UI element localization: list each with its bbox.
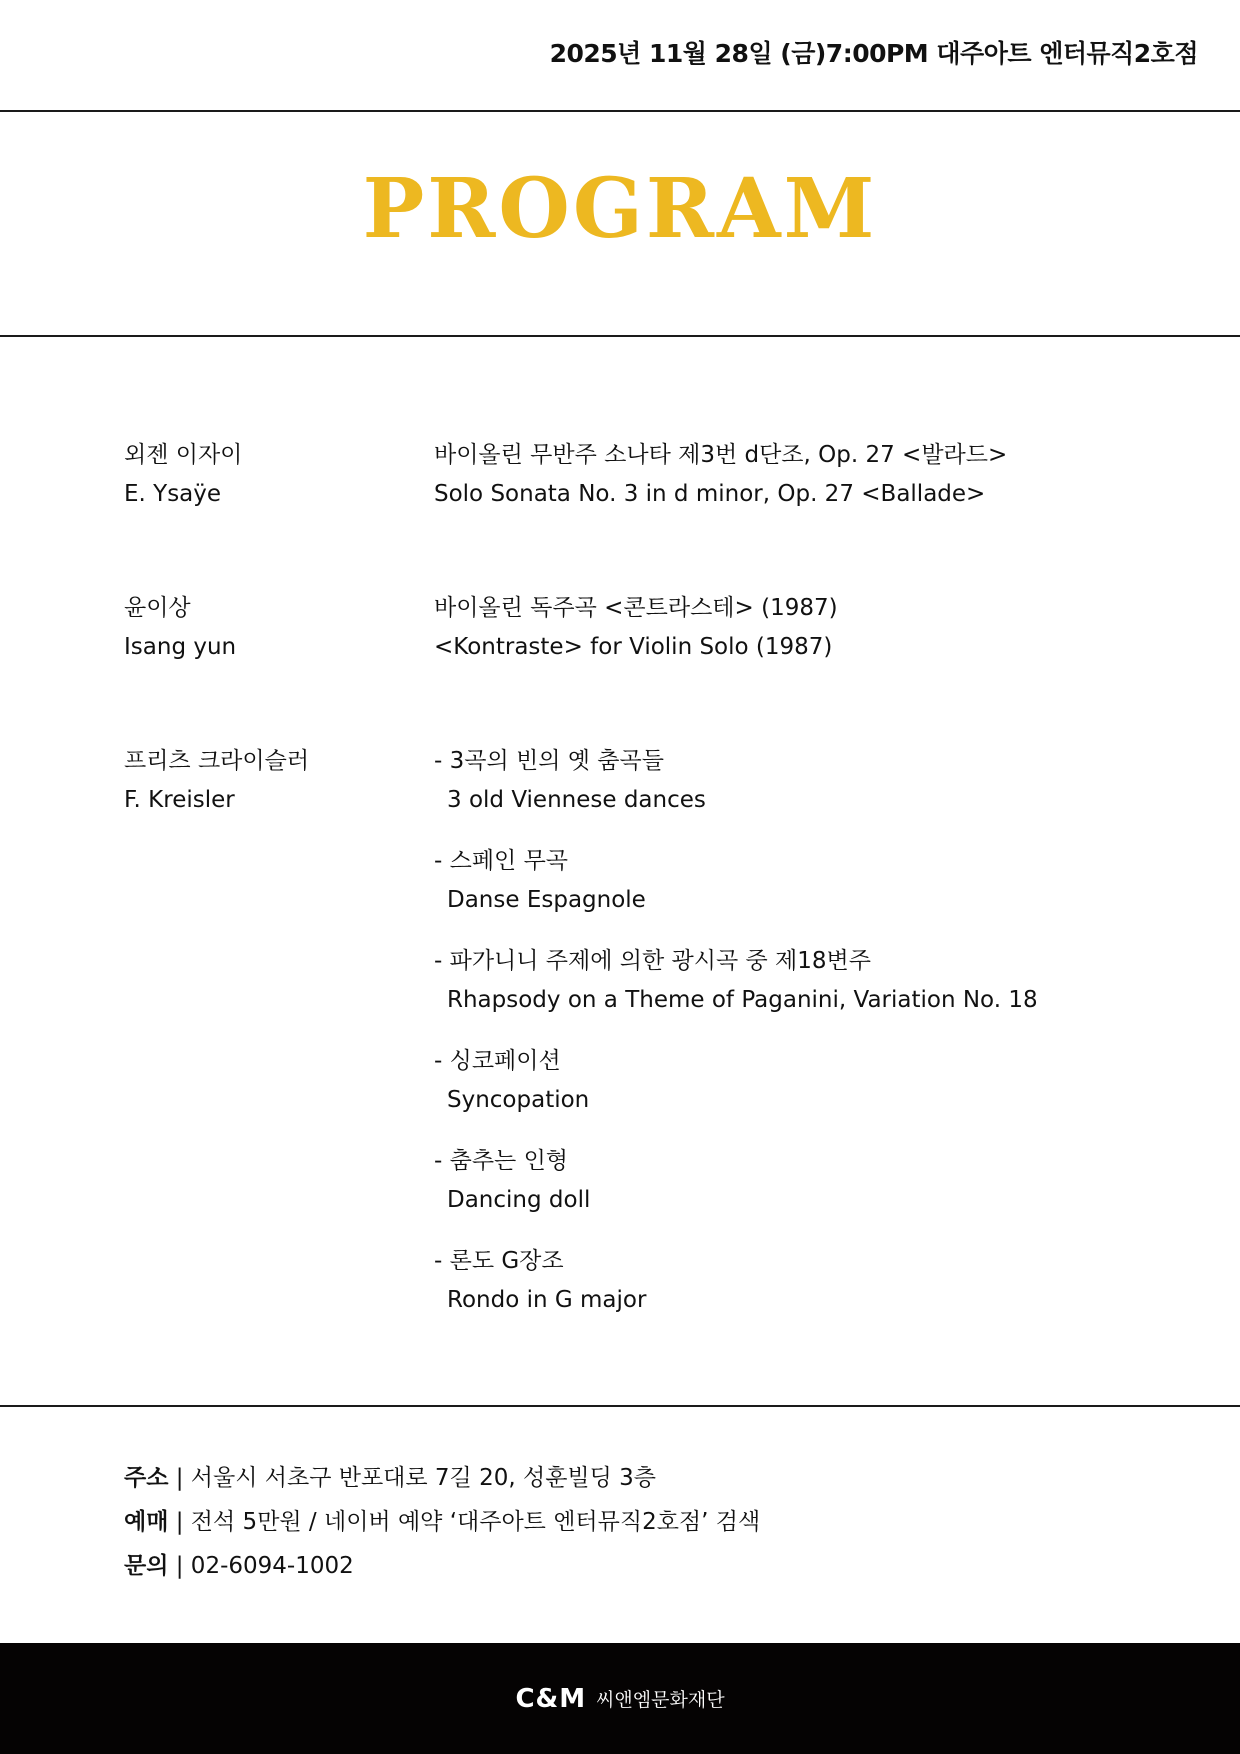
booking-value: | 전석 5만원 / 네이버 예약 ‘대주아트 엔터뮤직2호점’ 검색 bbox=[168, 1509, 761, 1535]
piece bbox=[434, 942, 1124, 1020]
piece-list bbox=[434, 436, 1124, 514]
piece bbox=[434, 742, 1124, 820]
composer-name-en: F. Kreisler bbox=[124, 787, 235, 813]
piece-title-ko: 바이올린 무반주 소나타 제3번 d단조, Op. 27 <발라드> bbox=[434, 442, 1008, 468]
divider-title bbox=[0, 335, 1240, 337]
piece-list bbox=[434, 742, 1124, 1320]
composer-name-ko: 프리츠 크라이슬러 bbox=[124, 748, 310, 774]
event-datetime-venue: 2025년 11월 28일 (금)7:00PM 대주아트 엔터뮤직2호점 bbox=[549, 39, 1198, 68]
program-entry-ysaye bbox=[124, 436, 1124, 514]
piece-title-ko: - 싱코페이션 bbox=[434, 1048, 561, 1074]
piece-title-ko: - 3곡의 빈의 옛 춤곡들 bbox=[434, 748, 664, 774]
composer-name-en: Isang yun bbox=[124, 634, 237, 660]
event-info bbox=[124, 1456, 760, 1588]
piece bbox=[434, 436, 1124, 514]
piece-title-en: <Kontraste> for Violin Solo (1987) bbox=[434, 634, 833, 660]
address-value: | 서울시 서초구 반포대로 7길 20, 성훈빌딩 3층 bbox=[168, 1465, 657, 1491]
program-entry-yun bbox=[124, 589, 1124, 667]
inquiry-row bbox=[124, 1544, 760, 1588]
piece bbox=[434, 842, 1124, 920]
footer-bar bbox=[0, 1643, 1240, 1754]
piece-title-ko: - 춤추는 인형 bbox=[434, 1148, 569, 1174]
booking-label: 예매 bbox=[124, 1509, 169, 1535]
program-list bbox=[124, 436, 1124, 1395]
piece-title-ko: - 스페인 무곡 bbox=[434, 848, 569, 874]
page-title: PROGRAM bbox=[362, 161, 878, 257]
piece bbox=[434, 1242, 1124, 1320]
composer bbox=[124, 436, 434, 514]
booking-row bbox=[124, 1500, 760, 1544]
composer-name-ko: 윤이상 bbox=[124, 595, 191, 621]
piece-title-ko: 바이올린 독주곡 <콘트라스테> (1987) bbox=[434, 595, 838, 621]
piece-list bbox=[434, 589, 1124, 667]
divider-top bbox=[0, 110, 1240, 112]
piece-title-en: Dancing doll bbox=[447, 1187, 591, 1213]
program-entry-kreisler bbox=[124, 742, 1124, 1320]
address-row bbox=[124, 1456, 760, 1500]
inquiry-label: 문의 bbox=[124, 1553, 169, 1579]
piece bbox=[434, 1142, 1124, 1220]
composer bbox=[124, 589, 434, 667]
composer-name-en: E. Ysaÿe bbox=[124, 481, 222, 507]
piece-title-en: 3 old Viennese dances bbox=[447, 787, 706, 813]
foundation-logo bbox=[515, 1684, 724, 1714]
piece-title-ko: - 파가니니 주제에 의한 광시곡 중 제18변주 bbox=[434, 948, 871, 974]
composer bbox=[124, 742, 434, 1320]
piece-title-en: Syncopation bbox=[447, 1087, 590, 1113]
piece bbox=[434, 1042, 1124, 1120]
piece-title-en: Rhapsody on a Theme of Paganini, Variation No. 18 bbox=[447, 987, 1038, 1013]
composer-name-ko: 외젠 이자이 bbox=[124, 442, 243, 468]
piece-title-en: Rondo in G major bbox=[447, 1287, 647, 1313]
address-label: 주소 bbox=[124, 1465, 169, 1491]
logo-text: 씨앤엠문화재단 bbox=[596, 1689, 725, 1711]
divider-info bbox=[0, 1405, 1240, 1407]
piece-title-en: Solo Sonata No. 3 in d minor, Op. 27 <Ballade> bbox=[434, 481, 986, 507]
logo-mark: C&M bbox=[515, 1683, 587, 1714]
piece bbox=[434, 589, 1124, 667]
piece-title-ko: - 론도 G장조 bbox=[434, 1248, 564, 1274]
inquiry-value: | 02-6094-1002 bbox=[168, 1553, 354, 1579]
piece-title-en: Danse Espagnole bbox=[447, 887, 646, 913]
